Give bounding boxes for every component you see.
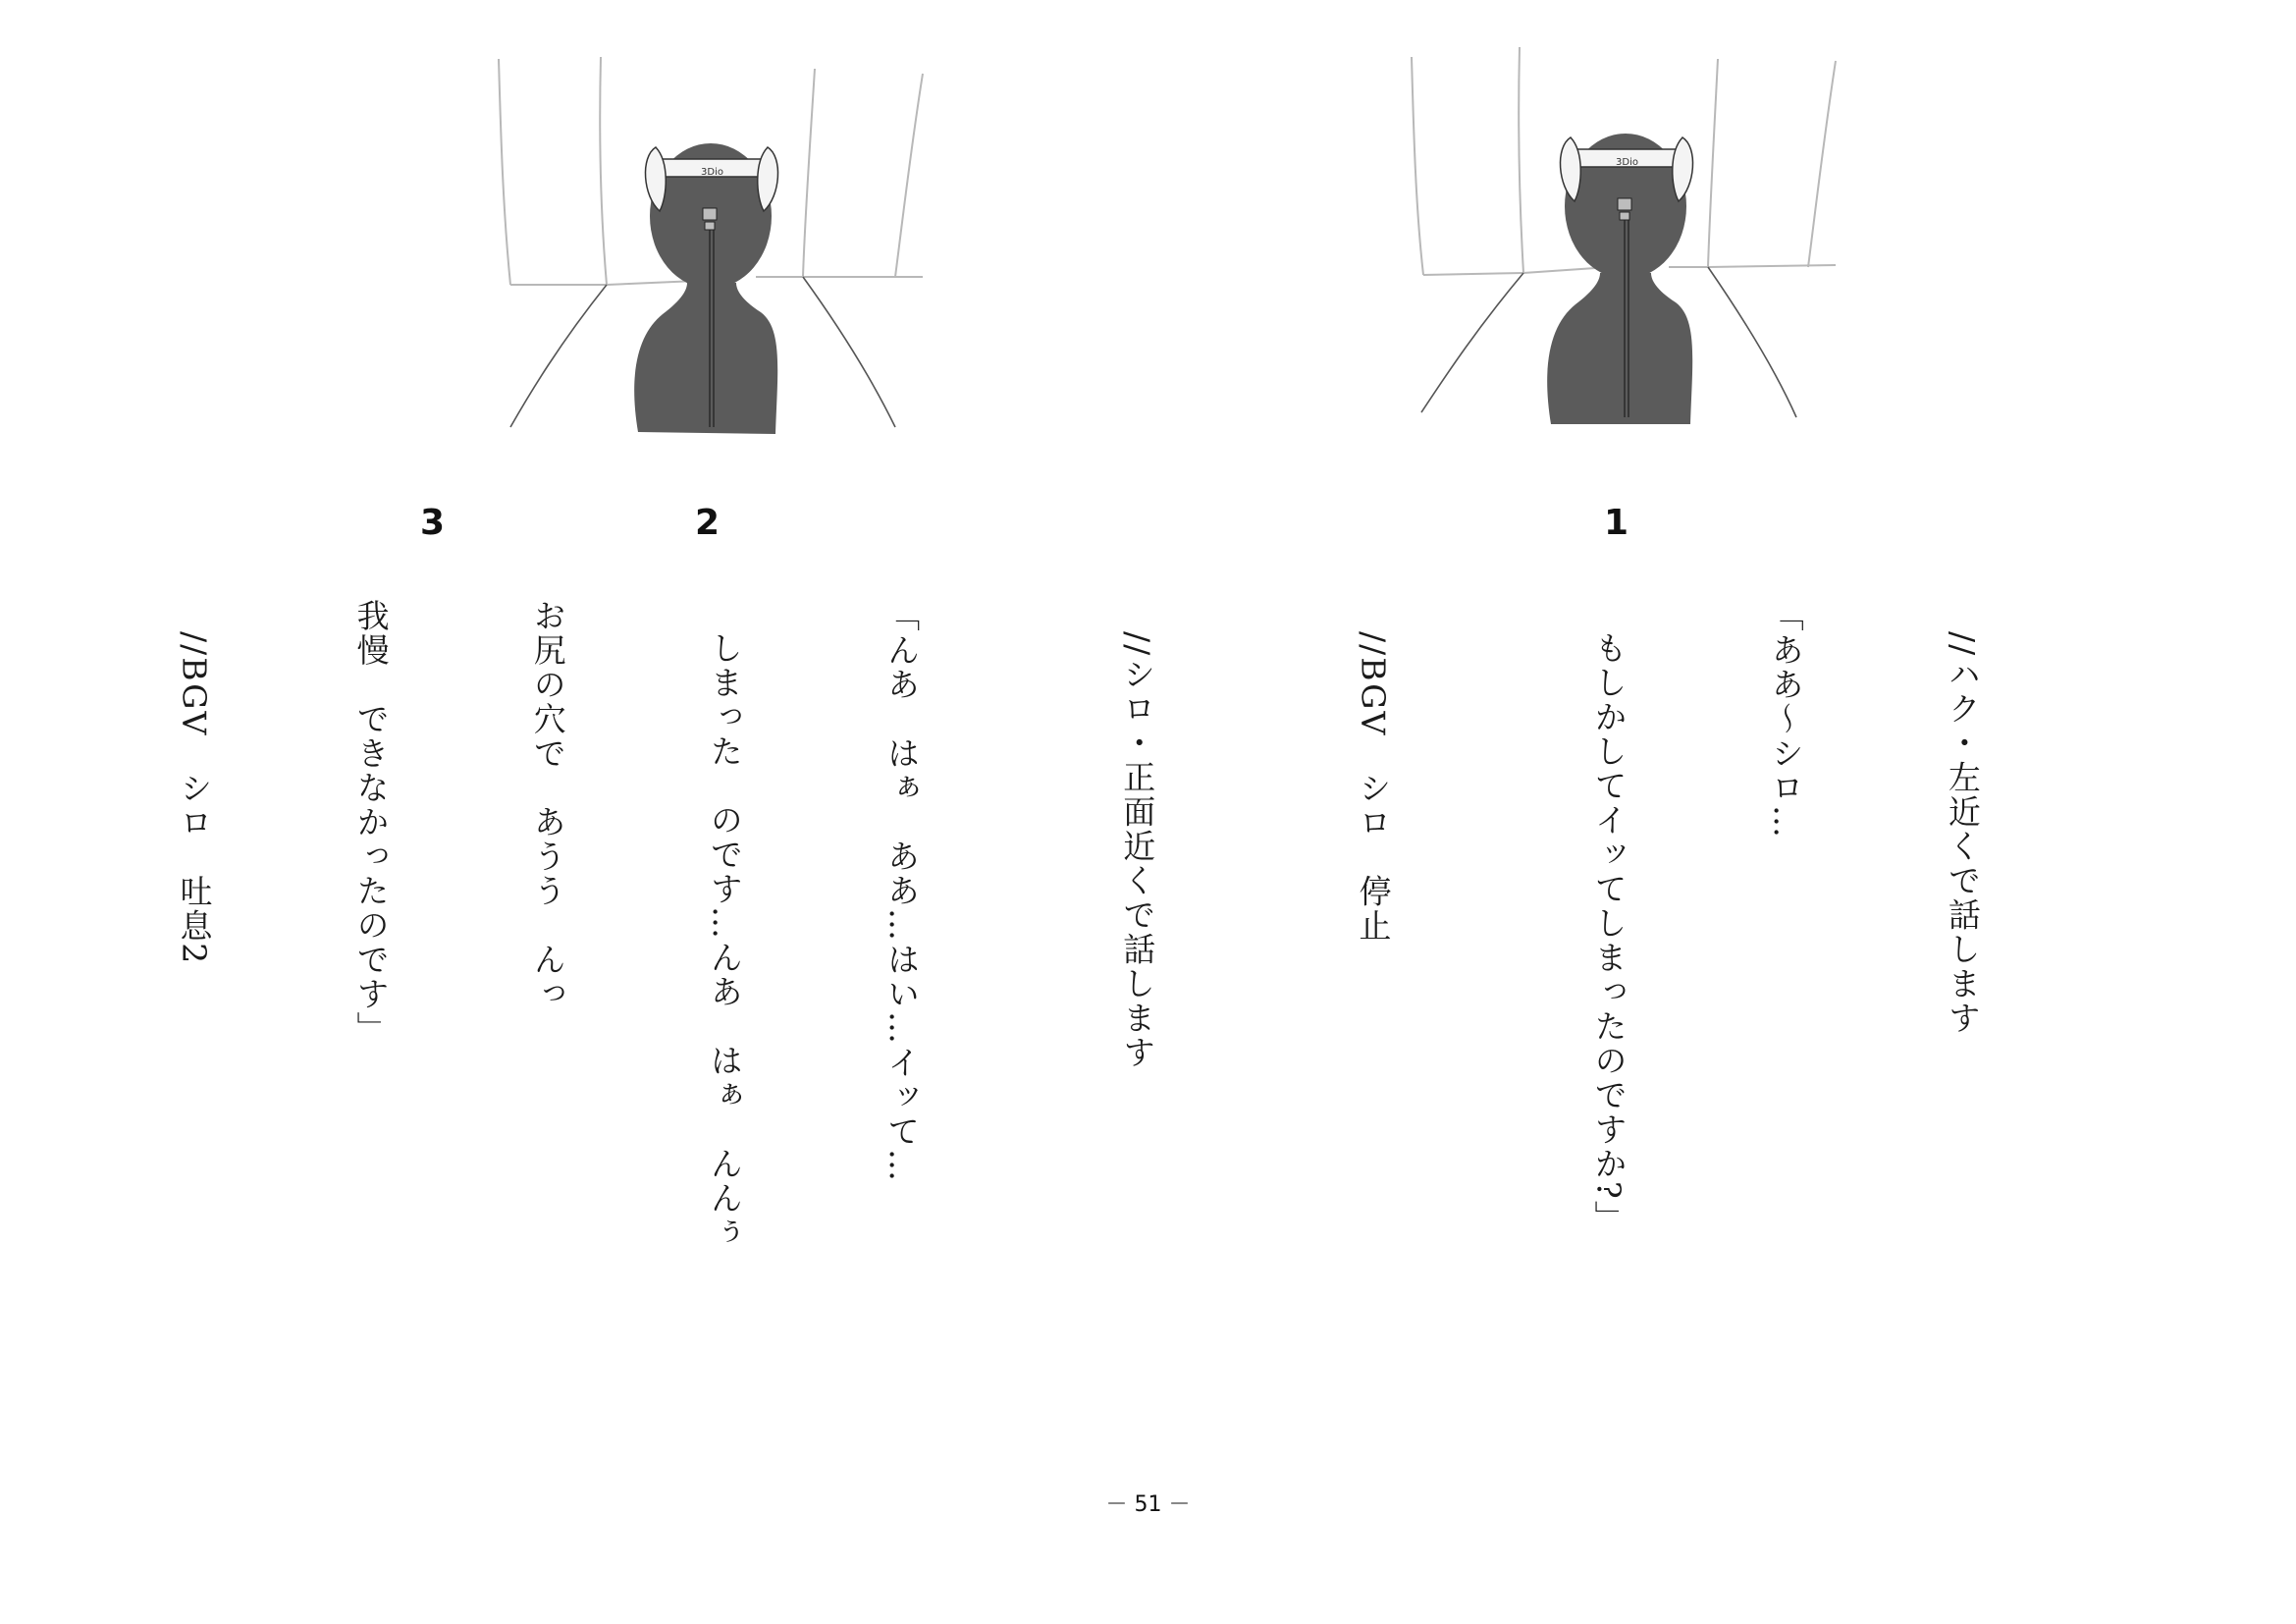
- room-illustration-right: [1404, 39, 1855, 442]
- stage-direction: //ハク・左近くで話します: [1943, 631, 1982, 1036]
- binaural-head-figure-left: [491, 49, 942, 452]
- stage-direction: //シロ・正面近くで話します: [1118, 631, 1157, 1070]
- dialogue-line: お尻の穴で あうう んっ: [528, 599, 567, 1011]
- page-number: － 51 －: [1105, 1492, 1191, 1517]
- dialogue-line: 「ああ～シロ…: [1766, 599, 1805, 839]
- position-label-3: 3: [420, 503, 446, 543]
- mic-brand-label: 3Dio: [1616, 157, 1638, 168]
- binaural-head-figure-right: [1404, 39, 1855, 442]
- dialogue-line: しまった のです…んあ はぁ んんぅ: [705, 631, 744, 1250]
- dialogue-line: もしかしてイッてしまったのですか?」: [1589, 631, 1629, 1235]
- room-illustration-left: [491, 49, 942, 452]
- dialogue-line: 我慢 できなかったのです」: [351, 599, 391, 1046]
- script-body: [176, 599, 2109, 1267]
- position-label-1: 1: [1604, 503, 1629, 543]
- mic-brand-label: 3Dio: [701, 167, 723, 178]
- dialogue-line: 「んあ はぁ ああ…はい…イッて…: [882, 599, 922, 1183]
- stage-direction: //BGV シロ 停止: [1354, 631, 1393, 944]
- position-label-2: 2: [695, 503, 721, 543]
- stage-direction: //BGV シロ 吐息2: [175, 631, 214, 966]
